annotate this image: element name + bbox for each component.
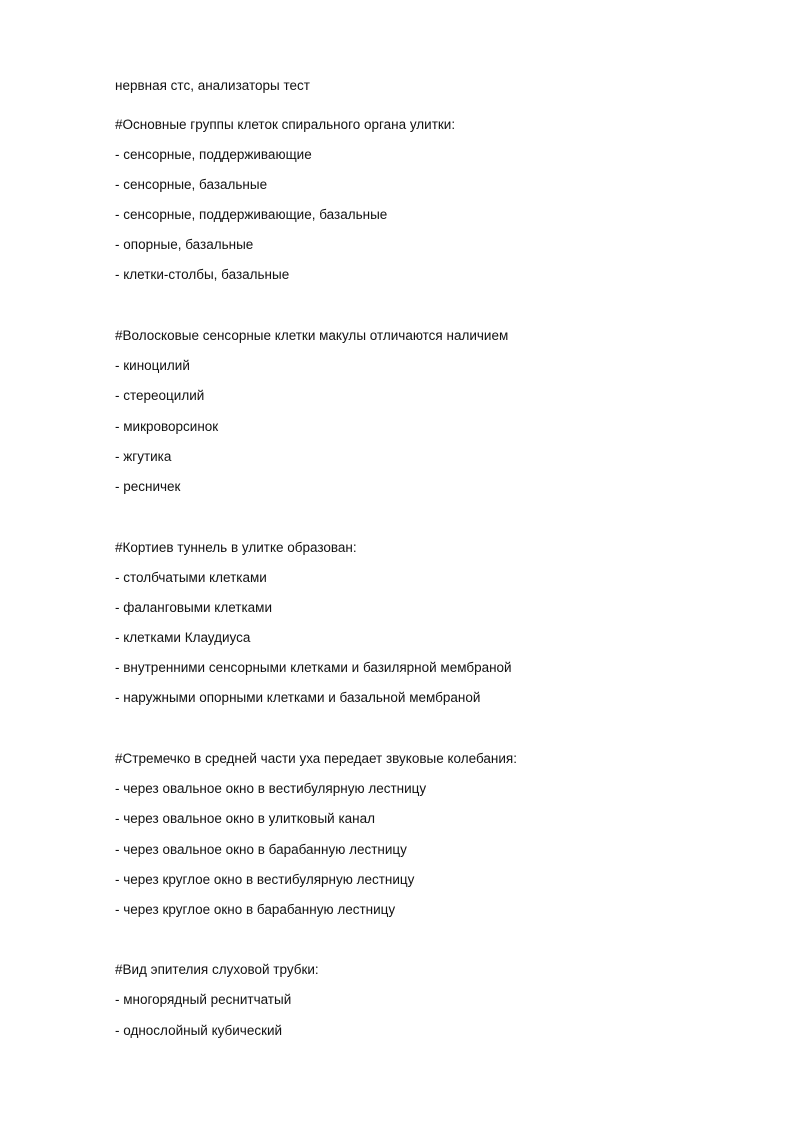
question-4-option-4: - через круглое окно в вестибулярную лестницу (115, 872, 415, 887)
question-1: #Основные группы клеток спирального органа улитки: (115, 117, 456, 132)
document-title: нервная стс, анализаторы тест (115, 78, 310, 93)
question-3: #Кортиев туннель в улитке образован: (115, 540, 357, 555)
question-4-option-3: - через овальное окно в барабанную лестницу (115, 842, 407, 857)
question-2-option-2: - стереоцилий (115, 388, 205, 403)
question-5-option-1: - многорядный реснитчатый (115, 992, 292, 1007)
question-4-option-5: - через круглое окно в барабанную лестницу (115, 902, 396, 917)
question-5-option-2: - однослойный кубический (115, 1023, 283, 1038)
question-2-option-5: - ресничек (115, 479, 181, 494)
question-1-option-5: - клетки-столбы, базальные (115, 267, 290, 282)
question-4: #Стремечко в средней части уха передает звуковые колебания: (115, 751, 517, 766)
question-3-option-4: - внутренними сенсорными клетками и базилярной мембраной (115, 660, 512, 675)
question-2-option-4: - жгутика (115, 449, 172, 464)
question-1-option-2: - сенсорные, базальные (115, 177, 268, 192)
question-3-option-2: - фаланговыми клетками (115, 600, 272, 615)
question-2-option-1: - киноцилий (115, 358, 190, 373)
question-4-option-1: - через овальное окно в вестибулярную лестницу (115, 781, 427, 796)
question-1-option-3: - сенсорные, поддерживающие, базальные (115, 207, 388, 222)
question-5: #Вид эпителия слуховой трубки: (115, 962, 319, 977)
question-2-option-3: - микроворсинок (115, 419, 219, 434)
question-3-option-3: - клетками Клаудиуса (115, 630, 251, 645)
question-3-option-1: - столбчатыми клетками (115, 570, 267, 585)
question-4-option-2: - через овальное окно в улитковый канал (115, 811, 376, 826)
question-2: #Волосковые сенсорные клетки макулы отличаются наличием (115, 328, 509, 343)
question-1-option-1: - сенсорные, поддерживающие (115, 147, 312, 162)
question-3-option-5: - наружными опорными клетками и базальной мембраной (115, 690, 481, 705)
question-1-option-4: - опорные, базальные (115, 237, 254, 252)
